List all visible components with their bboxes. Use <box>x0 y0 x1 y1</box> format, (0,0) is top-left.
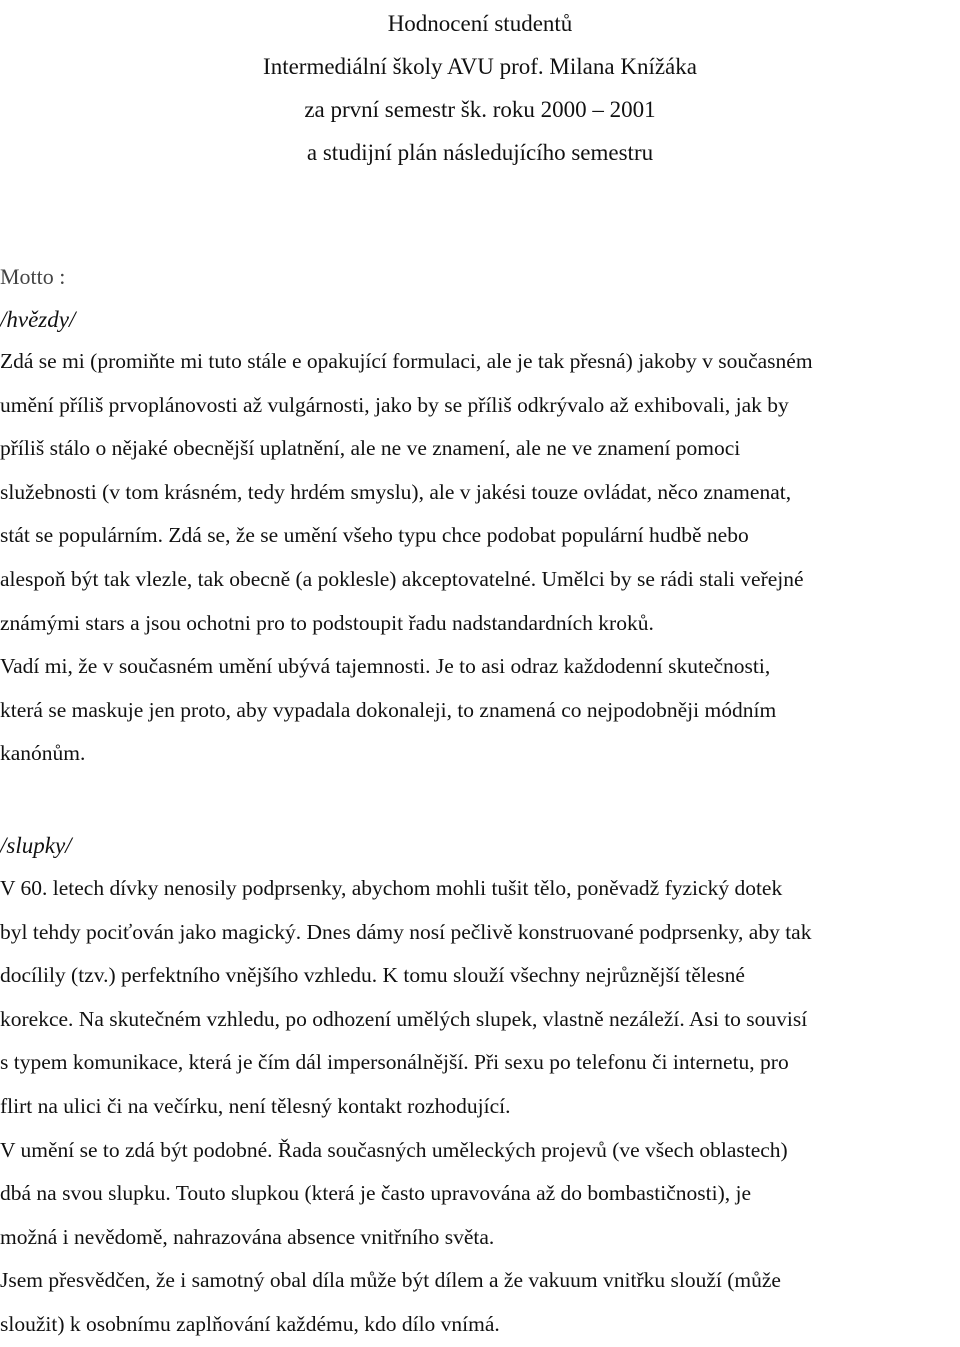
paragraph-line: docílily (tzv.) perfektního vnějšího vzhledu. K tomu slouží všechny nejrůznější tělesné <box>0 963 745 988</box>
paragraph-line: dbá na svou slupku. Touto slupkou (která je často upravována až do bombastičnosti), je <box>0 1181 752 1206</box>
section-heading-hvezdy: /hvězdy/ <box>0 307 76 332</box>
motto-label: Motto : <box>0 264 66 289</box>
paragraph-line: Zdá se mi (promiňte mi tuto stále e opakující formulaci, ale je tak přesná) jakoby v současném <box>0 349 813 373</box>
paragraph-line: V umění se to zdá být podobné. Řada současných uměleckých projevů (ve všech oblastech) <box>0 1137 788 1162</box>
section-body-hvezdy <box>0 340 960 776</box>
title-line: Intermediální školy AVU prof. Milana Knížáka <box>263 54 697 79</box>
paragraph-line: Jsem přesvědčen, že i samotný obal díla může být dílem a že vakuum vnitřku slouží (může <box>0 1268 781 1293</box>
paragraph-line: sloužit) k osobnímu zaplňování každému, kdo dílo vnímá. <box>0 1311 500 1336</box>
paragraph-line: umění příliš prvoplánovosti až vulgárnosti, jako by se příliš odkrývalo až exhibovali, jak by <box>0 392 789 417</box>
paragraph-line: alespoň být tak vlezle, tak obecně (a poklesle) akceptovatelné. Umělci by se rádi stali veřejné <box>0 566 804 591</box>
paragraph-line: korekce. Na skutečném vzhledu, po odhození umělých slupek, vlastně nezáleží. Asi to souvisí <box>0 1006 808 1031</box>
title-line: Hodnocení studentů <box>387 11 573 36</box>
paragraph-line: flirt na ulici či na večírku, není tělesný kontakt rozhodující. <box>0 1093 511 1118</box>
paragraph-line: Vadí mi, že v současném umění ubývá tajemnosti. Je to asi odraz každodenní skutečnosti, <box>0 654 771 679</box>
title-line: za první semestr šk. roku 2000 – 2001 <box>304 97 656 122</box>
paragraph-line: která se maskuje jen proto, aby vypadala dokonaleji, to znamená co nejpodobněji módním <box>0 697 777 722</box>
paragraph-line: s typem komunikace, která je čím dál impersonálnější. Při sexu po telefonu či internetu, pro <box>0 1050 789 1075</box>
paragraph-line: známými stars a jsou ochotni pro to podstoupit řadu nadstandardních kroků. <box>0 610 654 635</box>
section-body-slupky <box>0 867 960 1347</box>
paragraph-line: byl tehdy pociťován jako magický. Dnes dámy nosí pečlivě konstruované podprsenky, aby tak <box>0 919 812 944</box>
paragraph-line: V 60. letech dívky nenosily podprsenky, abychom mohli tušit tělo, poněvadž fyzický dotek <box>0 876 783 900</box>
paragraph-line: možná i nevědomě, nahrazována absence vnitřního světa. <box>0 1224 495 1249</box>
paragraph-line: příliš stálo o nějaké obecnější uplatnění, ale ne ve znamení, ale ne ve znamení pomoci <box>0 436 741 461</box>
paragraph-line: služebnosti (v tom krásném, tedy hrdém smyslu), ale v jakési touze ovládat, něco znamenat, <box>0 479 792 504</box>
title-line: a studijní plán následujícího semestru <box>306 140 654 165</box>
paragraph-line: stát se populárním. Zdá se, že se umění všeho typu chce podobat populární hudbě nebo <box>0 523 749 548</box>
document-title <box>0 2 960 174</box>
paragraph-line: kanónům. <box>0 741 86 766</box>
section-heading-slupky: /slupky/ <box>0 833 72 858</box>
